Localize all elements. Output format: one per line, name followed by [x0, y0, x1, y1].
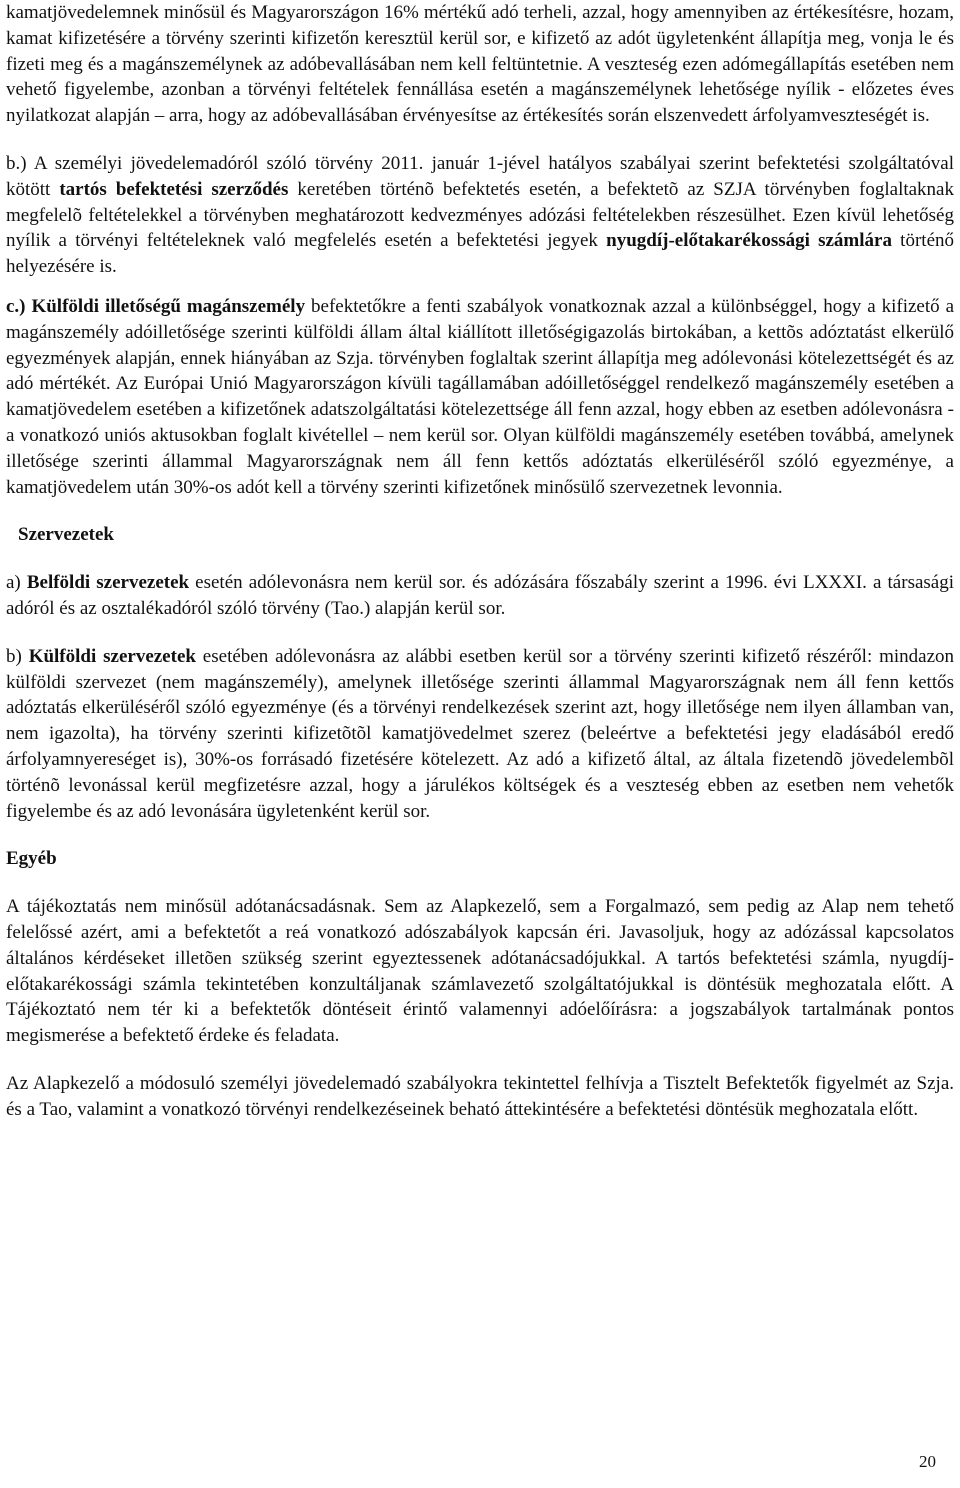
- paragraph-egyeb-alapkezelo: Az Alapkezelő a módosuló személyi jövedelemadó szabályokra tekintettel felhívja a Tisztelt Befektetők figyelmét az Szja. és a Tao, valamint a vonatkozó törvényi rendelkezéseinek beható áttekintésére a befektetési döntésük meghozatala előtt.: [6, 1072, 954, 1120]
- paragraph-text: történő helyezésére is.: [6, 230, 954, 278]
- section-heading-egyeb: Egyéb: [6, 848, 57, 870]
- paragraph-a-belfoldi-szervezetek: [6, 570, 954, 622]
- bold-term: Külföldi szervezetek: [28, 645, 196, 667]
- paragraph-text: esetén adólevonásra nem kerül sor. és adózására főszabály szerint a 1996. évi LXXXI. a társasági adóról és az osztalékadóról szóló törvény (Tao.) alapján kerül sor.: [6, 572, 955, 619]
- paragraph-c-kulfoldi-maganszemely: [6, 294, 954, 500]
- paragraph-kamatjovedelem: [6, 0, 954, 129]
- bold-term: tartós befektetési szerződés: [59, 178, 289, 200]
- document-page: [6, 0, 954, 1122]
- section-heading-szervezetek: Szervezetek: [18, 524, 114, 546]
- bold-term: c.) Külföldi illetőségű magánszemély: [6, 295, 306, 317]
- paragraph-b-tartos-befektetes: [6, 151, 954, 280]
- paragraph-text: esetében adólevonásra az alábbi esetben kerül sor a törvény szerinti kifizető részéről: mindazon külföldi szervezet (nem magánszemély), amelynek illetősége szerinti állammal Magyarországnak nem áll fenn kettős adóztatás elkerüléséről szóló egyezménye (és a törvényi rendelkezések szerint azt, hogy illetősége nem ilyen államban van, nem igazolta), ha törvény szerinti kifizetõtõl kamatjövedelmet szerez (beleértve a befektetési jegy eladásából eredő árfolyamnyereséget is), 30%-os forrásadó fizetésére kötelezett. Az adó a kifizető által, az általa fizetendõ jövedelembõl történõ levonással kerül megfizetésre azzal, hogy a járulékos költségek és a veszteség ebben az esetben nem vehetők figyelembe és az adó levonására ügyletenként kerül sor.: [6, 645, 954, 822]
- bold-term: Belföldi szervezetek: [26, 572, 190, 594]
- paragraph-text: A veszteség ezen adómegállapítás esetében nem vehető figyelembe, azonban a törvényi feltételek fennállása esetén a magánszemélynek lehetősége nyílik - előzetes éves nyilatkozat alapján – arra, hogy az adóbevallásában érvényesítse az értékesítés során elszenvedett árfolyamveszteségét is.: [6, 53, 954, 127]
- paragraph-text: kamatjövedelemnek minősül és Magyarországon 16% mértékű adó terheli, azzal, hogy amennyiben az értékesítésre, hozam, kamat kifizetésére a törvény szerinti kifizetőn keresztül kerül sor, e kifizető az adót ügyletenként állapítja meg, vonja le és fizeti meg és a magánszemélynek az adóbevallásában nem kell feltüntetnie.: [6, 2, 954, 75]
- paragraph-text: a): [6, 572, 27, 594]
- paragraph-text: befektetőkre a fenti szabályok vonatkoznak azzal a különbséggel, hogy a kifizető a magánszemély adóilletősége szerinti külföldi állam által kiállított illetőségigazolás birtokában, a kettõs adóztatást elkerülő egyezmények alapján, ennek hiányában az Szja. törvényben foglaltak szerint állapítja meg adólevonási kötelezettségét és az adó mértékét. Az Európai Unió Magyarországon kívüli tagállamában adóilletőséggel rendelkező magánszemély esetében a kamatjövedelem esetében a kifizetőnek adatszolgáltatási kötelezettsége áll fenn azzal, hogy ebben az esetben adólevonásra - a vonatkozó uniós aktusokban foglalt kivétellel – nem kerül sor. Olyan külföldi magánszemély esetében továbbá, amelynek illetősége szerinti állammal Magyarországnak nem áll fenn kettős adóztatás elkerüléséről szóló egyezménye, a kamatjövedelem után 30%-os adót kell a törvény szerinti kifizetőnek minősülő szervezetnek levonnia.: [6, 295, 954, 498]
- bold-term: nyugdíj-előtakarékossági számlára: [606, 230, 892, 252]
- paragraph-text: b): [6, 645, 29, 667]
- paragraph-egyeb-tajekoztatas: A tájékoztatás nem minősül adótanácsadásnak. Sem az Alapkezelő, sem a Forgalmazó, sem pedig az Alap nem tehető felelőssé azért, ami a befektetőt a reá vonatkozó adószabályok kapcsán éri. Javasoljuk, hogy az adózással kapcsolatos általános kérdéseket illetõen szükség szerint egyeztessenek adótanácsadójukkal. A tartós befektetési számla, nyugdíj-előtakarékossági számla tekintetében konzultáljanak számlavezető szolgáltatójukkal is döntésük meghozatala előtt. A Tájékoztató nem tér ki a befektetők döntéseit érintő valamennyi adóelőírásra: a jogszabályok tartalmának pontos megismerése a befektető érdeke és feladata.: [6, 896, 954, 1047]
- paragraph-text: keretében történõ befektetés esetén, a befektetõ az SZJA törvényben foglaltaknak megfelelõ feltételekkel a törvényben meghatározott kedvezményes adózási feltételekben részesülhet. Ezen kívül lehetőség nyílik a törvényi feltételeknek való megfelelés esetén a befektetési jegyek: [6, 178, 954, 252]
- paragraph-text: b.) A személyi jövedelemadóról szóló törvény 2011. január 1-jével hatályos szabályai szerint befektetési szolgáltatóval kötött: [6, 152, 954, 200]
- page-number: 20: [919, 1452, 936, 1471]
- paragraph-b-kulfoldi-szervezetek: [6, 644, 954, 825]
